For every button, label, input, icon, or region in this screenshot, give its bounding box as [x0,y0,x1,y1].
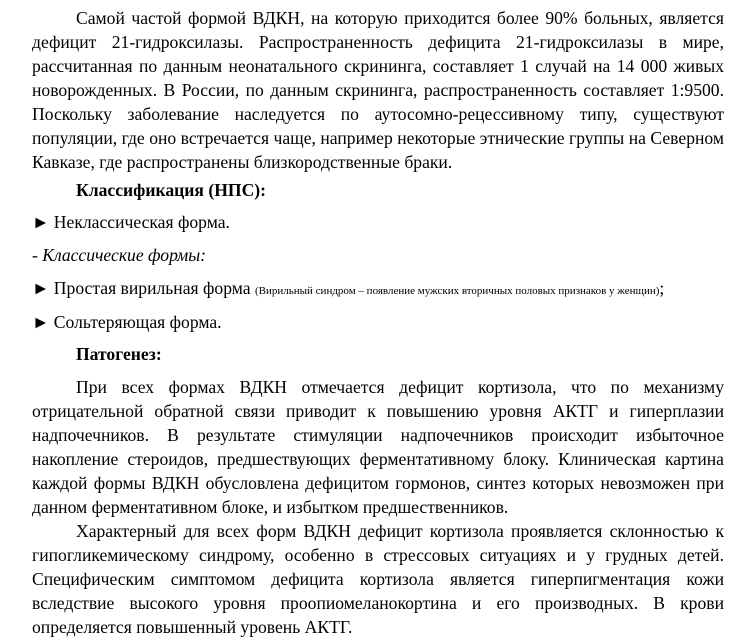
simple-virilizing-text: ► Простая вирильная форма [32,278,251,298]
classification-heading: Классификация (НПС): [76,180,267,200]
pathogenesis-paragraph-1: При всех формах ВДКН отмечается дефицит кортизола, что по механизму отрицательной обратной связи приводит к повышению уровня АКТГ и гиперплазии надпочечников. В результате стимуляции надпочечников происходит избыточное накопление стероидов, предшествующих ферментативному блоку. Клиническая картина каждой формы ВДКН обусловлена дефицитом гормонов, синтез которых невозможен при данном ферментативном блоке, и избытком предшественников. [32,377,724,517]
item-salt-wasting: ► Сольтеряющая форма. [32,312,222,332]
item-simple-virilizing [32,276,664,303]
simple-virilizing-note: (Вирильный синдром – появление мужских вторичных половых признаков у женщин) [254,285,660,297]
pathogenesis-heading: Патогенез: [76,344,162,364]
pathogenesis-paragraph-2: Характерный для всех форм ВДКН дефицит кортизола проявляется склонностью к гипогликемическому синдрому, особенно в стрессовых ситуациях и у грудных детей. Специфическим симптомом дефицита кортизола является гиперпигментация кожи вследствие высокого уровня проопиомеланокортина и его производных. В крови определяется повышенный уровень АКТГ. [32,521,724,637]
simple-virilizing-end: ; [659,278,665,298]
intro-paragraph: Самой частой формой ВДКН, на которую приходится более 90% больных, является дефицит 21-гидроксилазы. Распространенность дефицита 21-гидроксилазы в мире, рассчитанная по данным неонатального скрининга, составляет 1 случай на 14 000 живых новорожденных. В России, по данным скрининга, распространенность составляет 1:9500. Поскольку заболевание наследуется по аутосомно-рецессивному типу, существуют популяции, где оно встречается чаще, например некоторые этнические группы на Северном Кавказе, где распространены близкородственные браки. [32,8,724,172]
item-nonclassic: ► Неклассическая форма. [32,212,230,232]
classic-forms-label: - Классические формы: [32,245,207,265]
